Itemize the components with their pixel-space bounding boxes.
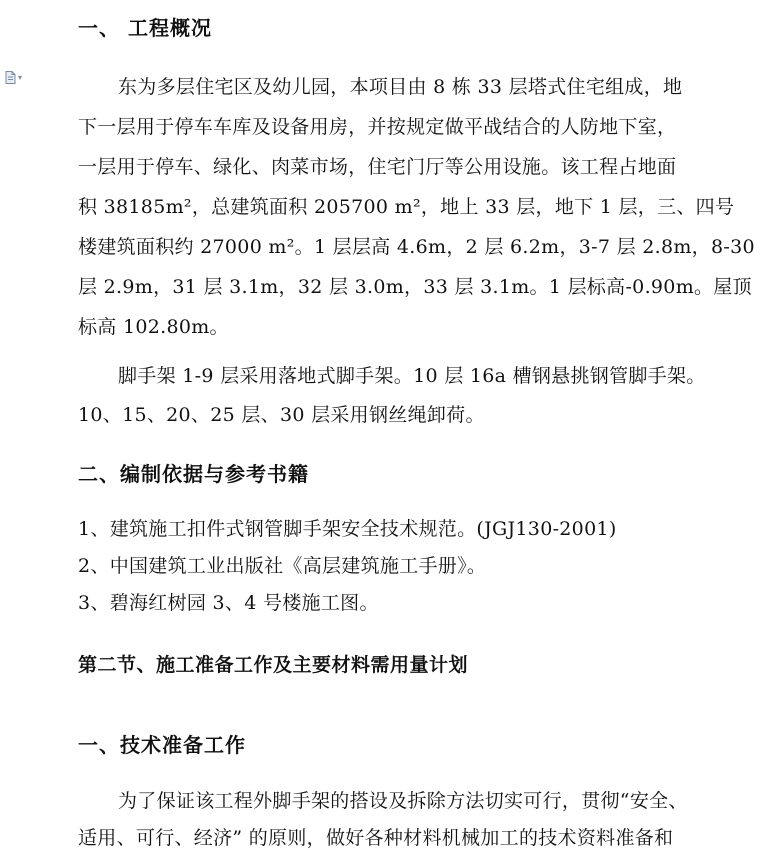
list-item: 3、碧海红树园 3、4 号楼施工图。: [78, 592, 379, 614]
paragraph-line: 标高 102.80m。: [78, 316, 229, 338]
chevron-down-icon: ▾: [18, 72, 23, 82]
section-heading-overview: 一、 工程概况: [78, 16, 212, 40]
paragraph-line: 适用、可行、经济” 的原则，做好各种材料机械加工的技术资料准备和: [78, 827, 674, 849]
paragraph-line: 为了保证该工程外脚手架的搭设及拆除方法切实可行，贯彻“安全、: [118, 790, 688, 812]
paragraph-line: 下一层用于停车车库及设备用房，并按规定做平战结合的人防地下室，: [78, 116, 677, 138]
chapter-heading: 第二节、施工准备工作及主要材料需用量计划: [78, 654, 469, 676]
section-heading-references: 二、编制依据与参考书籍: [78, 462, 309, 486]
paragraph-line: 层 2.9m，31 层 3.1m，32 层 3.0m，33 层 3.1m。1 层标高-0.90m。屋顶: [78, 276, 752, 298]
paragraph-marker-icon: [5, 71, 16, 84]
paragraph-line: 东为多层住宅区及幼儿园，本项目由 8 栋 33 层塔式住宅组成，地: [118, 76, 683, 98]
document-icon[interactable]: [5, 70, 33, 84]
paragraph-line: 楼建筑面积约 27000 m²。1 层层高 4.6m，2 层 6.2m，3-7 层 2.8m，8-30: [78, 236, 755, 258]
paragraph-line: 一层用于停车、绿化、肉菜市场，住宅门厅等公用设施。该工程占地面: [78, 156, 677, 178]
paragraph-line: 积 38185m²，总建筑面积 205700 m²，地上 33 层，地下 1 层，三、四号: [78, 196, 735, 218]
paragraph-line: 10、15、20、25 层、30 层采用钢丝绳卸荷。: [78, 404, 485, 426]
list-item: 2、中国建筑工业出版社《高层建筑施工手册》。: [78, 555, 487, 577]
section-heading-technical-prep: 一、技术准备工作: [78, 733, 246, 757]
list-item: 1、建筑施工扣件式钢管脚手架安全技术规范。(JGJ130-2001): [78, 518, 617, 540]
paragraph-line: 脚手架 1-9 层采用落地式脚手架。10 层 16a 槽钢悬挑钢管脚手架。: [118, 365, 706, 387]
